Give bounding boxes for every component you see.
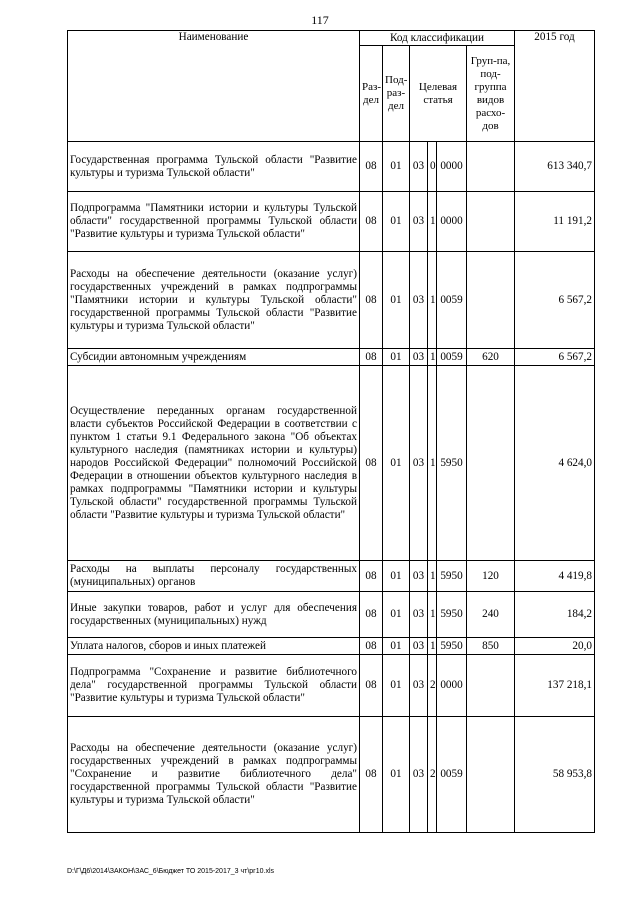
row-target-subprogram: 1: [428, 349, 437, 366]
row-expense-group: [467, 366, 515, 561]
row-target-program: 03: [410, 717, 428, 833]
row-target-code: 5950: [437, 366, 467, 561]
table-row: [68, 655, 595, 717]
row-expense-group: 850: [467, 638, 515, 655]
row-target-code: 0059: [437, 717, 467, 833]
row-target-subprogram: 1: [428, 638, 437, 655]
row-target-subprogram: 1: [428, 561, 437, 592]
row-amount: 11 191,2: [515, 192, 595, 252]
row-amount: 184,2: [515, 592, 595, 638]
budget-table: [67, 30, 595, 833]
table-row: [68, 142, 595, 192]
table-row: [68, 561, 595, 592]
row-name: Осуществление переданных органам государственной власти субъектов Российской Федерации в соответствии с пунктом 1 статьи 9.1 Федерального закона "Об объектах культурного наследия (памятниках истории и культуры) народов Российской Федерации" полномочий Российской Федерации в отношении объектов культурного наследия в рамках подпрограммы "Памятники истории и культуры Тульской области" государственной программы Тульской области "Развитие культуры и туризма Тульской области": [68, 366, 360, 561]
table-row: [68, 592, 595, 638]
row-amount: 6 567,2: [515, 349, 595, 366]
row-section: 08: [360, 142, 383, 192]
row-target-code: 0000: [437, 192, 467, 252]
row-target-code: 5950: [437, 592, 467, 638]
row-expense-group: [467, 252, 515, 349]
row-section: 08: [360, 252, 383, 349]
row-target-subprogram: 1: [428, 192, 437, 252]
row-target-code: 5950: [437, 561, 467, 592]
header-group: Груп-па, под-группа видов расхо-дов: [467, 46, 515, 142]
row-subsection: 01: [383, 717, 410, 833]
row-section: 08: [360, 655, 383, 717]
row-section: 08: [360, 638, 383, 655]
row-subsection: 01: [383, 252, 410, 349]
row-target-program: 03: [410, 349, 428, 366]
row-amount: 20,0: [515, 638, 595, 655]
row-name: Подпрограмма "Памятники истории и культуры Тульской области" государственной программы Тульской области "Развитие культуры и туризма Тульской области": [68, 192, 360, 252]
row-target-code: 5950: [437, 638, 467, 655]
row-target-program: 03: [410, 192, 428, 252]
row-name: Уплата налогов, сборов и иных платежей: [68, 638, 360, 655]
header-year: 2015 год: [515, 31, 595, 142]
row-subsection: 01: [383, 349, 410, 366]
table-body: [68, 142, 595, 833]
row-subsection: 01: [383, 192, 410, 252]
header-name: Наименование: [68, 31, 360, 142]
table-row: [68, 252, 595, 349]
table-row: [68, 366, 595, 561]
row-name: Государственная программа Тульской области "Развитие культуры и туризма Тульской области": [68, 142, 360, 192]
row-subsection: 01: [383, 561, 410, 592]
file-path-footer: D:\Г\Д6\2014\ЗАКОН\ЗАС_6\Бюджет ТО 2015-2017_3 чт\рг10.xls: [67, 868, 275, 875]
row-expense-group: 240: [467, 592, 515, 638]
page-number: 117: [311, 13, 329, 27]
row-section: 08: [360, 366, 383, 561]
row-name: Расходы на обеспечение деятельности (оказание услуг) государственных учреждений в рамках подпрограммы "Памятники истории и культуры Тульской области" государственной программы Тульской области "Развитие культуры и туризма Тульской области": [68, 252, 360, 349]
row-subsection: 01: [383, 655, 410, 717]
row-name: Подпрограмма "Сохранение и развитие библиотечного дела" государственной программы Тульской области "Развитие культуры и туризма Тульской области": [68, 655, 360, 717]
row-subsection: 01: [383, 638, 410, 655]
table-row: [68, 192, 595, 252]
header-classification: Код классификации: [360, 31, 515, 46]
row-amount: 137 218,1: [515, 655, 595, 717]
row-name: Субсидии автономным учреждениям: [68, 349, 360, 366]
row-target-code: 0000: [437, 142, 467, 192]
row-target-subprogram: 1: [428, 252, 437, 349]
row-target-program: 03: [410, 655, 428, 717]
row-target-code: 0059: [437, 252, 467, 349]
row-name: Расходы на обеспечение деятельности (оказание услуг) государственных учреждений в рамках подпрограммы "Сохранение и развитие библиотечного дела" государственной программы Тульской области "Развитие культуры и туризма Тульской области": [68, 717, 360, 833]
row-section: 08: [360, 349, 383, 366]
row-target-program: 03: [410, 252, 428, 349]
row-target-code: 0000: [437, 655, 467, 717]
row-subsection: 01: [383, 142, 410, 192]
row-amount: 6 567,2: [515, 252, 595, 349]
table-row: [68, 349, 595, 366]
row-section: 08: [360, 592, 383, 638]
row-subsection: 01: [383, 366, 410, 561]
row-expense-group: [467, 142, 515, 192]
row-target-program: 03: [410, 366, 428, 561]
row-name: Иные закупки товаров, работ и услуг для обеспечения государственных (муниципальных) нужд: [68, 592, 360, 638]
row-expense-group: 620: [467, 349, 515, 366]
row-section: 08: [360, 192, 383, 252]
row-target-program: 03: [410, 142, 428, 192]
row-subsection: 01: [383, 592, 410, 638]
row-expense-group: [467, 192, 515, 252]
row-amount: 58 953,8: [515, 717, 595, 833]
row-expense-group: [467, 717, 515, 833]
row-amount: 613 340,7: [515, 142, 595, 192]
row-amount: 4 419,8: [515, 561, 595, 592]
header-target: Целевая статья: [410, 46, 467, 142]
row-expense-group: 120: [467, 561, 515, 592]
table-row: [68, 717, 595, 833]
row-target-subprogram: 1: [428, 592, 437, 638]
row-target-program: 03: [410, 592, 428, 638]
row-section: 08: [360, 717, 383, 833]
row-target-subprogram: 0: [428, 142, 437, 192]
table-row: [68, 638, 595, 655]
row-amount: 4 624,0: [515, 366, 595, 561]
row-target-program: 03: [410, 638, 428, 655]
row-name: Расходы на выплаты персоналу государственных (муниципальных) органов: [68, 561, 360, 592]
row-target-code: 0059: [437, 349, 467, 366]
row-expense-group: [467, 655, 515, 717]
row-section: 08: [360, 561, 383, 592]
row-target-subprogram: 2: [428, 655, 437, 717]
row-target-subprogram: 2: [428, 717, 437, 833]
row-target-subprogram: 1: [428, 366, 437, 561]
header-section: Раз-дел: [360, 46, 383, 142]
header-subsection: Под-раз-дел: [383, 46, 410, 142]
row-target-program: 03: [410, 561, 428, 592]
